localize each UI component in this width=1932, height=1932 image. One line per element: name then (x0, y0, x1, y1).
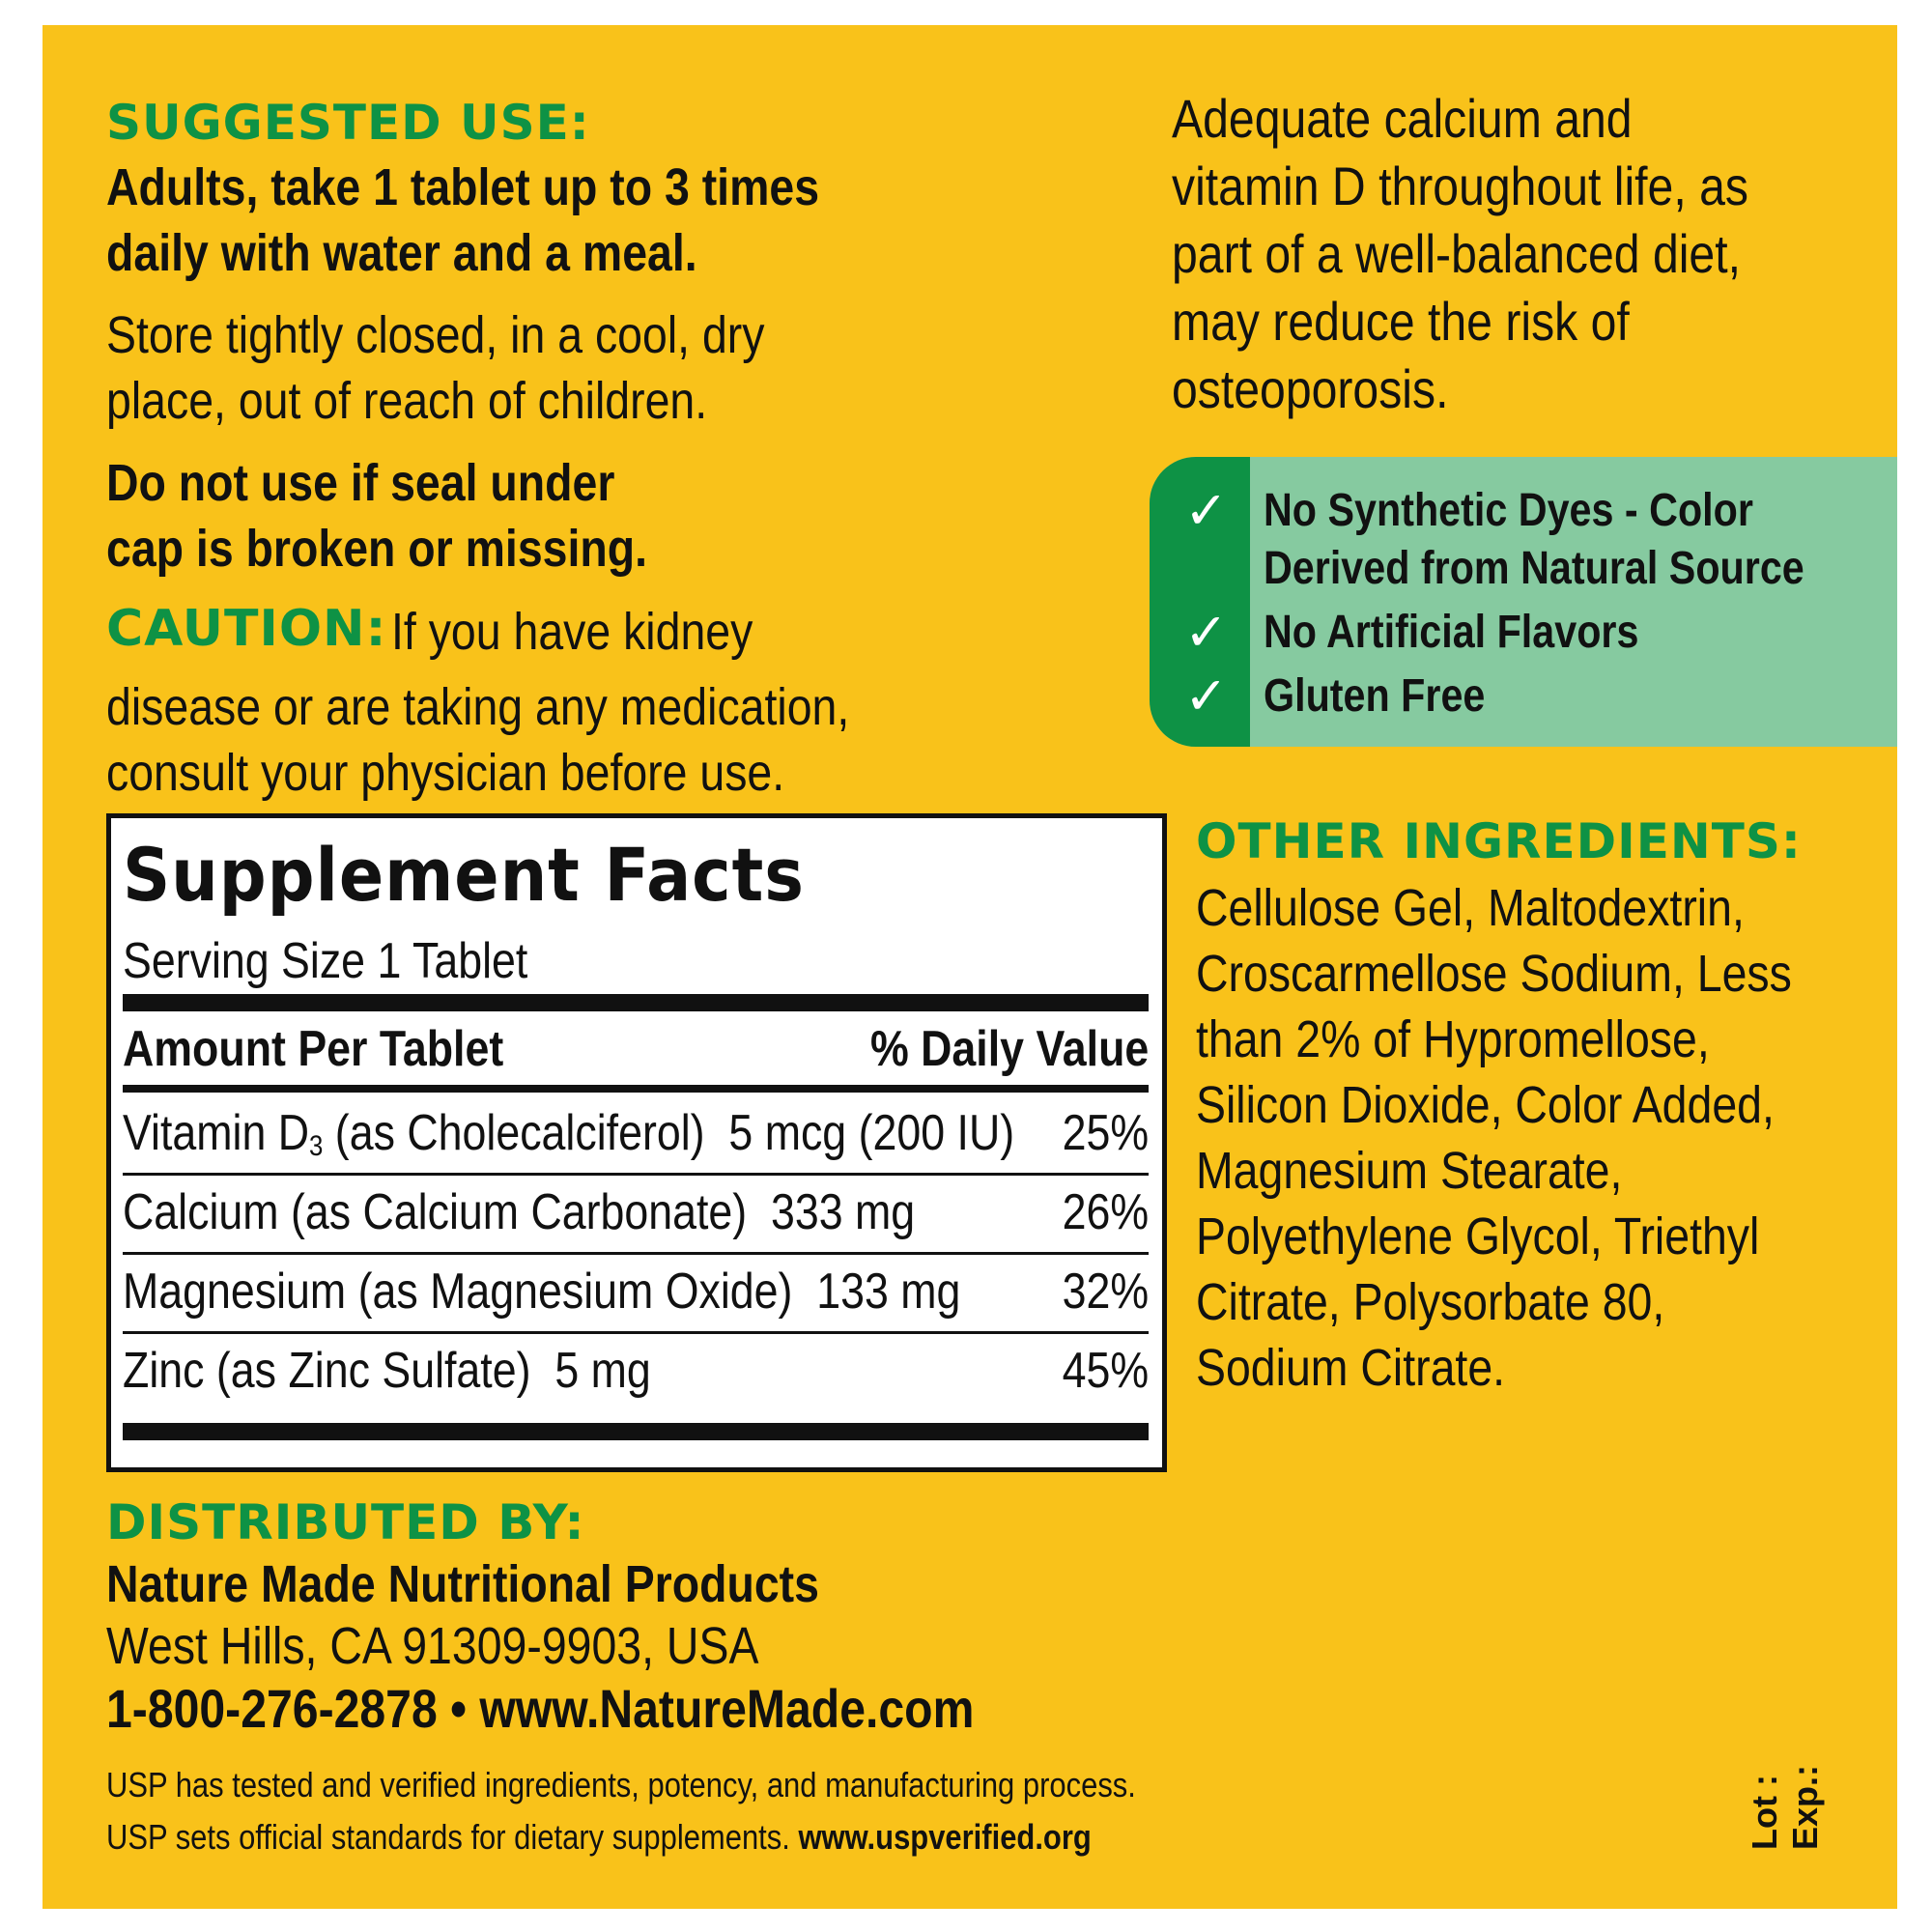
claim-text: Derived from Natural Source (1264, 543, 1804, 594)
caution-block (106, 599, 971, 806)
ingredient-line: Croscarmellose Sodium, Less (1196, 945, 1792, 1003)
serving-size: Serving Size 1 Tablet (123, 933, 528, 989)
nutrient-name: Zinc (as Zinc Sulfate) 5 mg (123, 1343, 651, 1399)
distributor-address: West Hills, CA 91309-9903, USA (106, 1617, 759, 1675)
caution-line-3: consult your physician before use. (106, 744, 785, 802)
nutrient-daily-value: 32% (1062, 1264, 1149, 1320)
health-claim-line-3: part of a well-balanced diet, (1172, 223, 1741, 284)
usp-statement-2: USP sets official standards for dietary supplements. www.uspverified.org (106, 1817, 1092, 1857)
distributed-by-heading: DISTRIBUTED BY: (106, 1494, 585, 1550)
seal-line-1: Do not use if seal under (106, 454, 615, 512)
distributor-company: Nature Made Nutritional Products (106, 1555, 819, 1613)
check-icon: ✓ (1184, 604, 1229, 662)
nutrient-row-zinc (123, 1336, 1149, 1406)
row-divider (123, 1252, 1149, 1255)
health-claim (1172, 85, 1748, 423)
claim-gluten-free (1150, 668, 1897, 725)
claim-no-artificial-flavors (1150, 604, 1897, 662)
nutrient-row-magnesium (123, 1257, 1149, 1326)
ingredient-line: Sodium Citrate. (1196, 1339, 1506, 1397)
usp-link[interactable]: www.uspverified.org (798, 1817, 1092, 1857)
storage-line-2: place, out of reach of children. (106, 372, 708, 430)
ingredient-line: Magnesium Stearate, (1196, 1142, 1623, 1200)
product-claims-box (1150, 457, 1897, 747)
caution-line-2: disease or are taking any medication, (106, 678, 850, 736)
suggested-use-directions (106, 155, 819, 286)
storage-instructions (106, 302, 764, 434)
nutrient-daily-value: 25% (1062, 1105, 1149, 1161)
ingredient-line: Polyethylene Glycol, Triethyl (1196, 1208, 1760, 1265)
health-claim-line-2: vitamin D throughout life, as (1172, 156, 1748, 216)
daily-value-header: % Daily Value (869, 1021, 1149, 1077)
row-divider (123, 1331, 1149, 1334)
amount-per-tablet-header: Amount Per Tablet (123, 1021, 504, 1077)
thick-rule (123, 994, 1149, 1011)
nutrient-daily-value: 45% (1062, 1343, 1149, 1399)
storage-line-1: Store tightly closed, in a cool, dry (106, 306, 765, 364)
ingredient-line: than 2% of Hypromellose, (1196, 1010, 1710, 1068)
nutrient-row-vitamin-d (123, 1098, 1149, 1168)
nutrient-name: Vitamin $D_3$ (as Cholecalciferol) 5 mcg (200 IU) (123, 1105, 1015, 1162)
ingredient-line: Cellulose Gel, Maltodextrin, (1196, 879, 1745, 937)
directions-line-1: Adults, take 1 tablet up to 3 times (106, 158, 820, 216)
other-ingredients-heading: OTHER INGREDIENTS: (1196, 813, 1802, 869)
supplement-facts-title: Supplement Facts (123, 832, 805, 918)
exp-label: Exp.: (1785, 1764, 1825, 1850)
health-claim-line-4: may reduce the risk of (1172, 291, 1630, 352)
caution-heading: CAUTION: (106, 600, 387, 658)
seal-line-2: cap is broken or missing. (106, 520, 648, 578)
lot-label: Lot : (1745, 1775, 1784, 1850)
seal-warning (106, 450, 647, 582)
lot-exp-stamp (1745, 1765, 1826, 1850)
claim-natural-source (1150, 540, 1897, 598)
other-ingredients-list (1196, 875, 1792, 1401)
check-icon: ✓ (1184, 482, 1229, 540)
distributor-contact: 1-800-276-2878 • www.NatureMade.com (106, 1678, 975, 1739)
row-divider (123, 1173, 1149, 1176)
nutrient-row-calcium (123, 1178, 1149, 1247)
usp-statement-1: USP has tested and verified ingredients, potency, and manufacturing process. (106, 1765, 1136, 1804)
caution-line-1: If you have kidney (390, 603, 753, 661)
supplement-facts-panel (106, 813, 1167, 1472)
medium-rule (123, 1085, 1149, 1093)
nutrient-name: Magnesium (as Magnesium Oxide) 133 mg (123, 1264, 961, 1320)
ingredient-line: Silicon Dioxide, Color Added, (1196, 1076, 1775, 1134)
ingredient-line: Citrate, Polysorbate 80, (1196, 1273, 1665, 1331)
claim-text: Gluten Free (1264, 670, 1486, 722)
health-claim-line-5: osteoporosis. (1172, 358, 1449, 419)
nutrient-name: Calcium (as Calcium Carbonate) 333 mg (123, 1184, 916, 1240)
thick-rule (123, 1423, 1149, 1440)
claim-no-synthetic-dyes (1150, 482, 1897, 540)
facts-header-row (123, 1017, 1149, 1081)
check-icon: ✓ (1184, 668, 1229, 725)
directions-line-2: daily with water and a meal. (106, 224, 697, 282)
claim-text: No Artificial Flavors (1264, 607, 1639, 658)
suggested-use-heading: SUGGESTED USE: (106, 95, 590, 151)
claim-text: No Synthetic Dyes - Color (1264, 485, 1753, 536)
nutrient-daily-value: 26% (1062, 1184, 1149, 1240)
health-claim-line-1: Adequate calcium and (1172, 88, 1633, 149)
